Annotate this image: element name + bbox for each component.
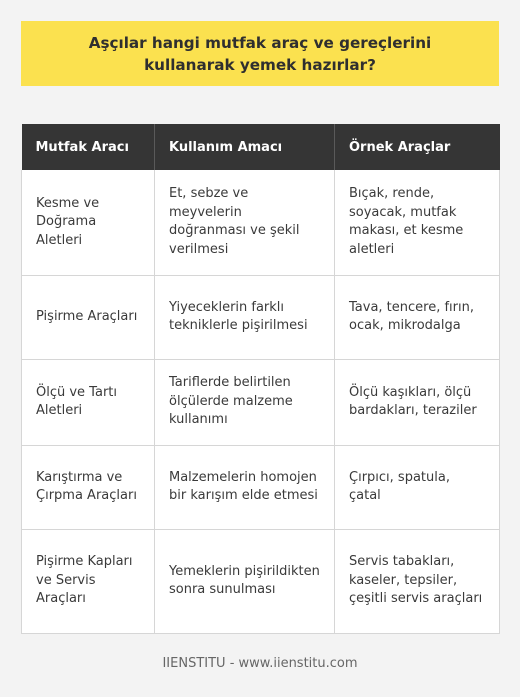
cell-purpose: Et, sebze ve meyvelerin doğranması ve şekil verilmesi xyxy=(155,170,335,275)
cell-tool: Kesme ve Doğrama Aletleri xyxy=(22,170,155,275)
cell-purpose: Tariflerde belirtilen ölçülerde malzeme kullanımı xyxy=(155,359,335,445)
title-banner xyxy=(21,21,499,86)
table-row xyxy=(22,275,500,359)
cell-examples: Çırpıcı, spatula, çatal xyxy=(335,445,500,529)
header-purpose: Kullanım Amacı xyxy=(155,124,335,170)
cell-tool: Pişirme Araçları xyxy=(22,275,155,359)
table-row xyxy=(22,170,500,275)
cell-examples: Servis tabakları, kaseler, tepsiler, çeşitli servis araçları xyxy=(335,529,500,633)
tools-table xyxy=(21,124,500,634)
header-tool: Mutfak Aracı xyxy=(22,124,155,170)
cell-purpose: Yiyeceklerin farklı tekniklerle pişirilmesi xyxy=(155,275,335,359)
cell-tool: Ölçü ve Tartı Aletleri xyxy=(22,359,155,445)
cell-purpose: Malzemelerin homojen bir karışım elde etmesi xyxy=(155,445,335,529)
cell-examples: Ölçü kaşıkları, ölçü bardakları, teraziler xyxy=(335,359,500,445)
cell-examples: Tava, tencere, fırın, ocak, mikrodalga xyxy=(335,275,500,359)
table-row xyxy=(22,359,500,445)
cell-examples: Bıçak, rende, soyacak, mutfak makası, et kesme aletleri xyxy=(335,170,500,275)
table-row xyxy=(22,445,500,529)
header-examples: Örnek Araçlar xyxy=(335,124,500,170)
page-title: Aşçılar hangi mutfak araç ve gereçlerini kullanarak yemek hazırlar? xyxy=(88,33,432,74)
table-header-row xyxy=(22,124,500,170)
cell-purpose: Yemeklerin pişirildikten sonra sunulması xyxy=(155,529,335,633)
cell-tool: Pişirme Kapları ve Servis Araçları xyxy=(22,529,155,633)
footer-credit: IIENSTITU - www.iienstitu.com xyxy=(162,656,358,671)
cell-tool: Karıştırma ve Çırpma Araçları xyxy=(22,445,155,529)
table-row xyxy=(22,529,500,633)
